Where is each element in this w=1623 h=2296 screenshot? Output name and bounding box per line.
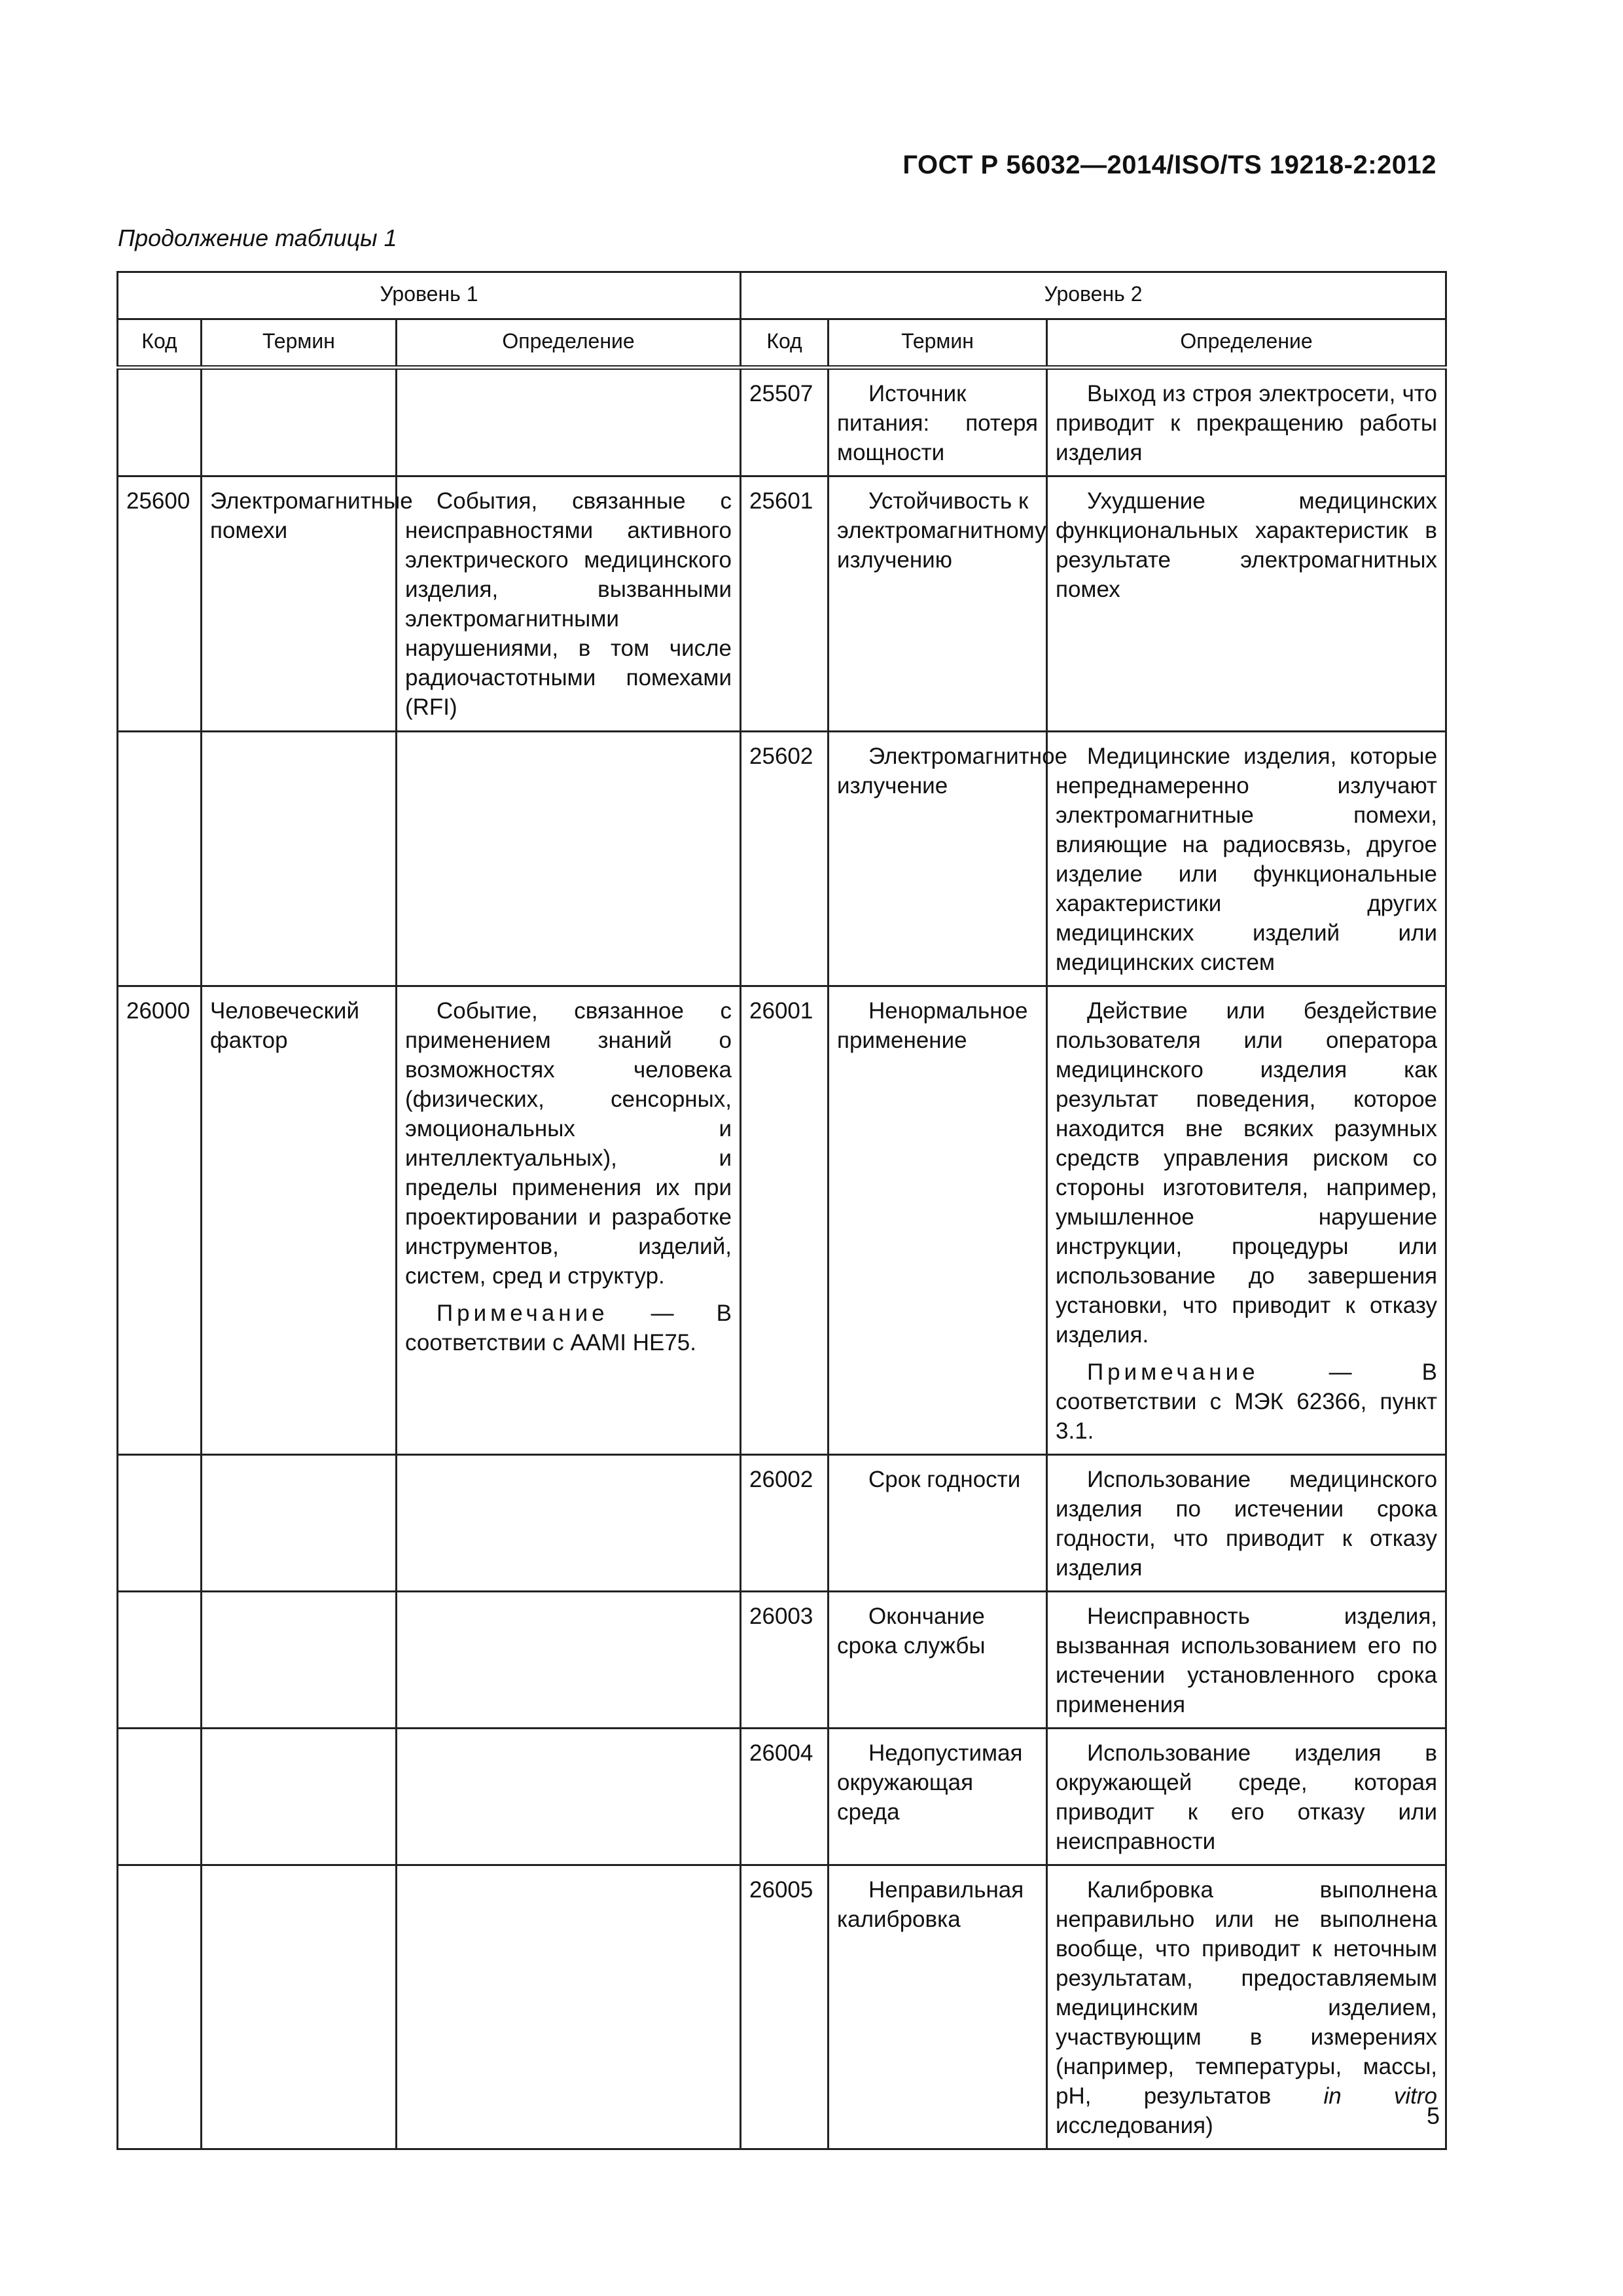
note-text: — В соответствии с МЭК 62366, пункт 3.1. [1056,1359,1438,1444]
note-label: Примечание [1087,1359,1259,1385]
level1-term: Электромагнитные помехи [202,476,397,732]
level2-term: Недопустимая окружающая среда [829,1729,1047,1865]
level2-definition-text: Действие или бездействие пользователя или оператора медицинского изделия как результат поведения, которое находится вне всяких разумных средств управления риском со стороны изготовителя, например, умышленное нарушение инструкции, процедуры или использование до завершения установки, что приводит к отказу изделия. [1056,998,1438,1348]
table-row [118,1455,1446,1592]
level1-header: Уровень 1 [118,272,741,319]
level2-term: Источник питания: потеря мощности [829,368,1047,476]
level2-code: 26005 [741,1865,829,2149]
level1-note [405,1299,732,1357]
level2-definition: Использование медицинского изделия по истечении срока годности, что приводит к отказу изделия [1047,1455,1446,1592]
level1-term [202,368,397,476]
level2-code: 26003 [741,1592,829,1729]
table-header-levels [118,272,1446,319]
level2-code: 26004 [741,1729,829,1865]
level2-term: Окончание срока службы [829,1592,1047,1729]
terms-table [116,271,1447,2150]
level1-definition [397,1592,741,1729]
level1-definition [397,986,741,1455]
table-row [118,1729,1446,1865]
table-row [118,986,1446,1455]
table-header-columns [118,319,1446,368]
level1-definition [397,1455,741,1592]
level1-code [118,1455,202,1592]
level2-term: Неправильная калибровка [829,1865,1047,2149]
level2-definition: Выход из строя электросети, что приводит к прекращению работы изделия [1047,368,1446,476]
col-header-code2: Код [741,319,829,368]
level2-term: Устойчивость к электромагнитному излучению [829,476,1047,732]
level1-term [202,1455,397,1592]
col-header-term1: Термин [202,319,397,368]
level2-definition [1047,1865,1446,2149]
definition-text-part: Калибровка выполнена неправильно или не выполнена вообще, что приводит к неточным результатам, предоставляемым медицинским изделием, участвующим в измерениях (например, температуры, массы, pH, результатов [1056,1877,1438,2109]
level2-term: Электромагнитное излучение [829,732,1047,986]
level1-term [202,1865,397,2149]
level2-header: Уровень 2 [741,272,1446,319]
level1-term [202,1729,397,1865]
definition-italic-term: in vitro [1323,2083,1438,2109]
level1-term [202,1592,397,1729]
table-row [118,732,1446,986]
level1-term [202,732,397,986]
level1-definition [397,368,741,476]
level2-definition: Неисправность изделия, вызванная использованием его по истечении установленного срока применения [1047,1592,1446,1729]
level1-code [118,1592,202,1729]
level2-code: 26001 [741,986,829,1455]
level1-code [118,1865,202,2149]
level2-code: 25601 [741,476,829,732]
level1-code: 26000 [118,986,202,1455]
col-header-def2: Определение [1047,319,1446,368]
document-standard-header: ГОСТ Р 56032—2014/ISO/TS 19218-2:2012 [902,151,1436,179]
table-row [118,368,1446,476]
level1-code [118,732,202,986]
level1-definition [397,1865,741,2149]
table-row [118,1865,1446,2149]
level2-note [1056,1357,1437,1446]
note-label: Примечание [437,1300,609,1326]
level2-definition: Ухудшение медицинских функциональных характеристик в результате электромагнитных помех [1047,476,1446,732]
level2-definition [1047,986,1446,1455]
level1-definition [397,732,741,986]
definition-text-part: исследования) [1056,2113,1213,2138]
note-text: — В соответствии с AAMI HE75. [405,1300,732,1355]
table-row [118,1592,1446,1729]
level2-definition: Использование изделия в окружающей среде, которая приводит к его отказу или неисправности [1047,1729,1446,1865]
table-row [118,476,1446,732]
level2-code: 25507 [741,368,829,476]
table-caption: Продолжение таблицы 1 [118,224,397,251]
level1-term: Человеческий фактор [202,986,397,1455]
level2-code: 26002 [741,1455,829,1592]
level2-term: Срок годности [829,1455,1047,1592]
level1-definition: События, связанные с неисправностями активного электрического медицинского изделия, вызванными электромагнитными нарушениями, в том числе радиочастотными помехами (RFI) [397,476,741,732]
col-header-term2: Термин [829,319,1047,368]
page-number: 5 [1426,2102,1440,2129]
level1-definition-text: Событие, связанное с применением знаний о возможностях человека (физических, сенсорных, эмоциональных и интеллектуальных), и пределы применения их при проектировании и разработке инструментов, изделий, систем, сред и структур. [405,998,732,1289]
level1-definition [397,1729,741,1865]
level2-code: 25602 [741,732,829,986]
level2-term: Ненормальное применение [829,986,1047,1455]
col-header-code1: Код [118,319,202,368]
level2-definition: Медицинские изделия, которые непреднамеренно излучают электромагнитные помехи, влияющие на радиосвязь, другое изделие или функциональные характеристики других медицинских изделий или медицинских систем [1047,732,1446,986]
col-header-def1: Определение [397,319,741,368]
level1-code: 25600 [118,476,202,732]
level1-code [118,368,202,476]
level1-code [118,1729,202,1865]
